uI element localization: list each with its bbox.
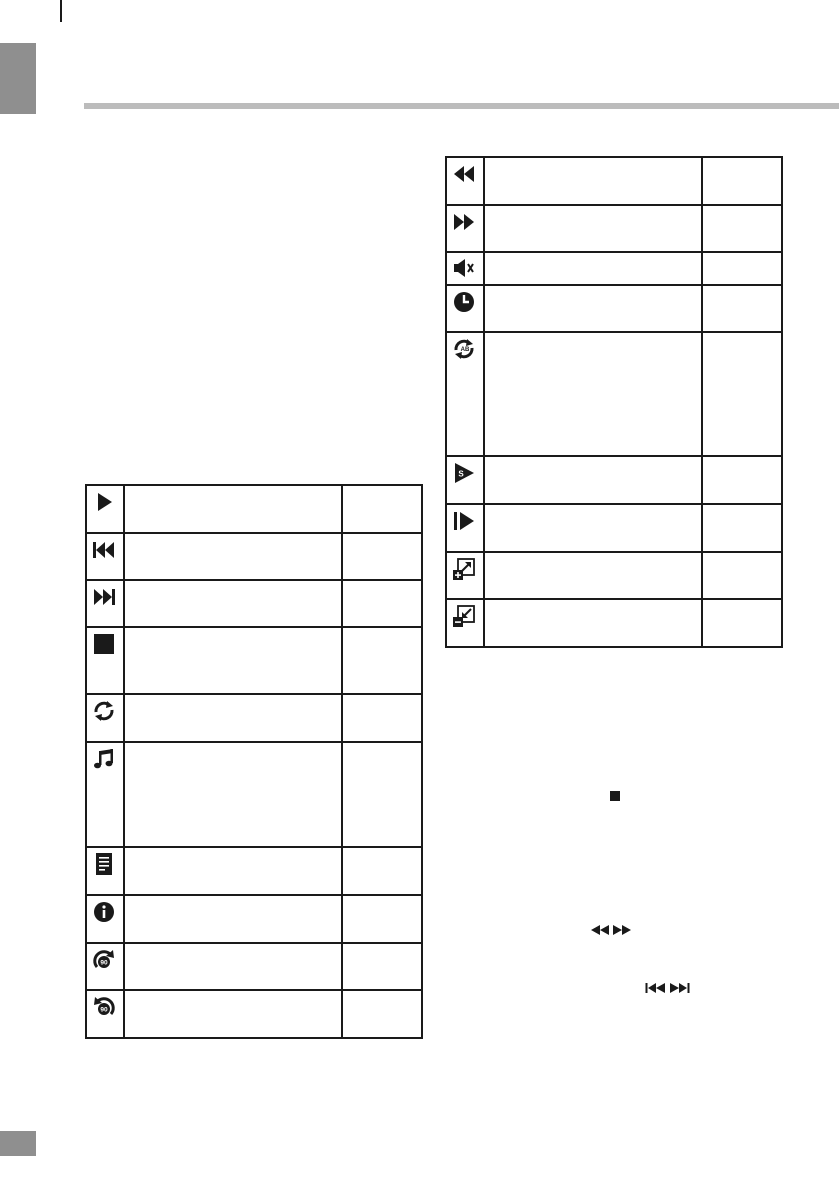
inline-prev-next [645, 982, 691, 994]
button-cell [702, 504, 782, 552]
repeat-ab-icon [452, 337, 476, 361]
description-cell [484, 157, 702, 205]
description-cell [484, 599, 702, 647]
button-cell [702, 599, 782, 647]
description-cell [124, 847, 342, 895]
header-rule [84, 103, 839, 109]
previous-track-icon [92, 538, 116, 562]
description-cell [484, 552, 702, 599]
button-cell [342, 627, 422, 694]
svg-text:90: 90 [100, 959, 108, 967]
button-cell [342, 533, 422, 580]
stop-icon [609, 790, 621, 802]
button-cell [702, 332, 782, 456]
description-cell [484, 205, 702, 252]
table-row [86, 627, 422, 694]
inline-rewind-forward [590, 924, 632, 936]
step-play-icon [452, 509, 476, 533]
button-cell [342, 990, 422, 1038]
play-icon [92, 490, 116, 514]
description-cell [124, 533, 342, 580]
svg-text:S: S [458, 469, 464, 479]
description-cell [484, 332, 702, 456]
table-row [446, 456, 782, 504]
description-cell [484, 504, 702, 552]
button-cell [342, 847, 422, 895]
table-row [86, 533, 422, 580]
description-cell [124, 895, 342, 943]
table-row [86, 742, 422, 847]
fast-forward-icon [612, 924, 632, 936]
button-cell [702, 456, 782, 504]
description-cell [124, 943, 342, 990]
table-row [86, 847, 422, 895]
description-cell [124, 627, 342, 694]
table-row [86, 694, 422, 742]
side-tab-top [0, 43, 36, 114]
table-row [86, 990, 422, 1038]
clock-icon [452, 290, 476, 314]
button-cell [702, 205, 782, 252]
rotate-clockwise-90-icon [92, 948, 116, 972]
table-row [86, 485, 422, 533]
table-row [446, 332, 782, 456]
table-row [86, 943, 422, 990]
description-cell [484, 252, 702, 285]
table-row [446, 552, 782, 599]
rotate-counterclockwise-90-icon [92, 995, 116, 1019]
table-row [446, 599, 782, 647]
button-cell [342, 694, 422, 742]
button-cell [702, 157, 782, 205]
svg-text:AB: AB [460, 347, 470, 353]
description-cell [124, 485, 342, 533]
inline-stop [609, 790, 621, 802]
mute-icon [452, 256, 476, 280]
repeat-icon [92, 699, 116, 723]
description-cell [124, 580, 342, 627]
table-row [86, 580, 422, 627]
table-row [446, 205, 782, 252]
button-cell [702, 252, 782, 285]
music-note-icon [92, 747, 116, 771]
table-row [446, 252, 782, 285]
fast-forward-icon [452, 210, 476, 234]
table-row [446, 157, 782, 205]
document-list-icon [92, 852, 116, 876]
button-cell [702, 285, 782, 332]
crop-mark-vertical [60, 0, 62, 22]
button-cell [342, 943, 422, 990]
side-tab-bottom [0, 1131, 36, 1156]
previous-track-icon [645, 982, 667, 994]
button-cell [342, 485, 422, 533]
table-row [446, 504, 782, 552]
fast-rewind-icon [590, 924, 610, 936]
button-cell [342, 580, 422, 627]
right-control-table [445, 156, 783, 648]
description-cell [124, 990, 342, 1038]
table-row [86, 895, 422, 943]
description-cell [124, 694, 342, 742]
zoom-in-icon [452, 557, 476, 581]
zoom-out-icon [452, 604, 476, 628]
next-track-icon [669, 982, 691, 994]
description-cell [484, 285, 702, 332]
svg-text:90: 90 [100, 1006, 108, 1014]
button-cell [342, 895, 422, 943]
description-cell [484, 456, 702, 504]
table-row [446, 285, 782, 332]
button-cell [342, 742, 422, 847]
info-icon [92, 900, 116, 924]
fast-rewind-icon [452, 162, 476, 186]
next-track-icon [92, 585, 116, 609]
description-cell [124, 742, 342, 847]
slideshow-icon [452, 461, 476, 485]
stop-icon [92, 632, 116, 656]
left-control-table [85, 484, 423, 1039]
button-cell [702, 552, 782, 599]
